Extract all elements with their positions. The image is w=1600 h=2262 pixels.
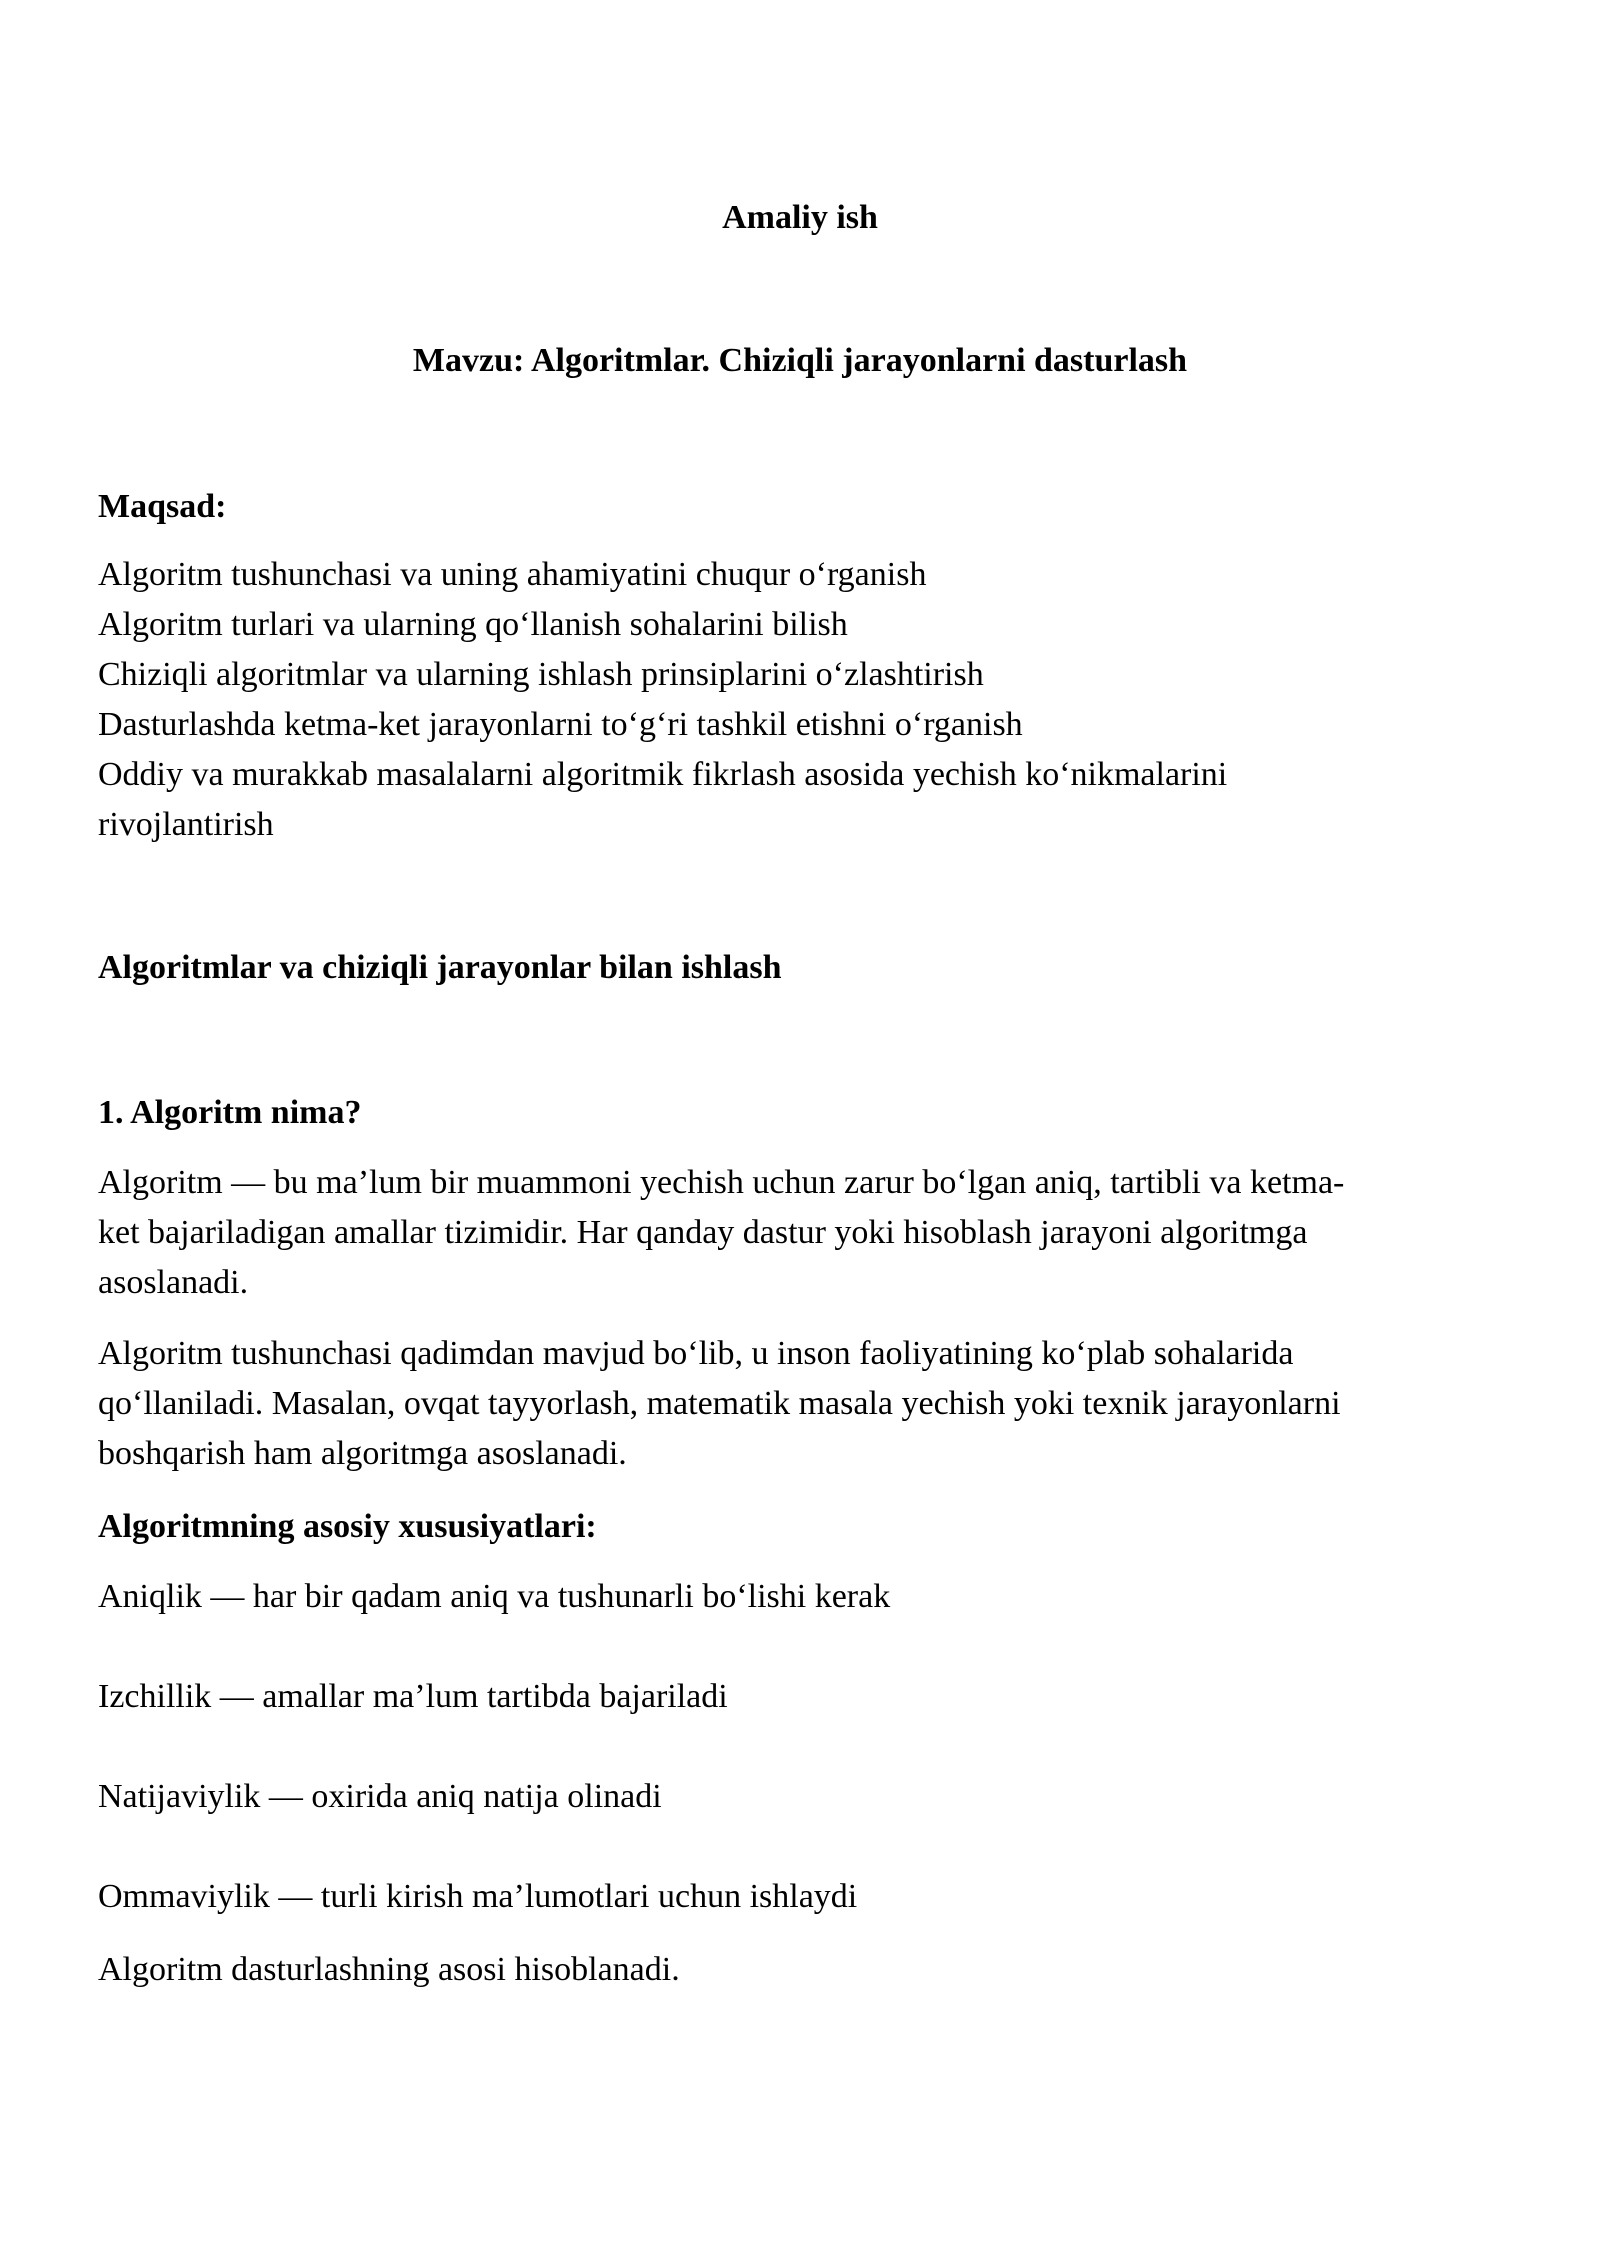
paragraph-definition bbox=[98, 1158, 1344, 1308]
goal-line: Algoritm tushunchasi va uning ahamiyatini chuqur o‘rganish bbox=[98, 556, 927, 593]
section-heading: Algoritmlar va chiziqli jarayonlar bilan ishlash bbox=[98, 949, 782, 986]
paragraph-line: boshqarish ham algoritmga asoslanadi. bbox=[98, 1435, 627, 1472]
paragraph-line: Algoritm tushunchasi qadimdan mavjud bo‘lib, u inson faoliyatining ko‘plab sohalarida bbox=[98, 1335, 1294, 1372]
goal-line: Chiziqli algoritmlar va ularning ishlash prinsiplarini o‘zlashtirish bbox=[98, 656, 984, 693]
goal-line: rivojlantirish bbox=[98, 806, 274, 843]
paragraph-history bbox=[98, 1329, 1341, 1479]
paragraph-line: asoslanadi. bbox=[98, 1264, 249, 1301]
property-item: Izchillik — amallar ma’lum tartibda bajariladi bbox=[98, 1678, 728, 1715]
goal-line: Dasturlashda ketma-ket jarayonlarni to‘g‘ri tashkil etishni o‘rganish bbox=[98, 706, 1023, 743]
paragraph-line: ket bajariladigan amallar tizimidir. Har qanday dastur yoki hisoblash jarayoni algoritmga bbox=[98, 1214, 1308, 1251]
question-heading: 1. Algoritm nima? bbox=[98, 1094, 362, 1131]
goal-heading: Maqsad: bbox=[98, 488, 227, 525]
property-item: Aniqlik — har bir qadam aniq va tushunarli bo‘lishi kerak bbox=[98, 1578, 891, 1615]
closing-sentence: Algoritm dasturlashning asosi hisoblanadi. bbox=[98, 1951, 680, 1988]
topic-heading: Mavzu: Algoritmlar. Chiziqli jarayonlarni dasturlash bbox=[412, 342, 1188, 379]
goal-line: Oddiy va murakkab masalalarni algoritmik fikrlash asosida yechish ko‘nikmalarini bbox=[98, 756, 1228, 793]
paragraph-line: qo‘llaniladi. Masalan, ovqat tayyorlash, matematik masala yechish yoki texnik jarayonlarni bbox=[98, 1385, 1341, 1422]
goal-line: Algoritm turlari va ularning qo‘llanish sohalarini bilish bbox=[98, 606, 848, 643]
paragraph-line: Algoritm — bu ma’lum bir muammoni yechish uchun zarur bo‘lgan aniq, tartibli va ketma- bbox=[98, 1164, 1345, 1201]
document-title: Amaliy ish bbox=[722, 199, 878, 236]
property-item: Natijaviylik — oxirida aniq natija olinadi bbox=[98, 1778, 662, 1815]
properties-heading: Algoritmning asosiy xususiyatlari: bbox=[98, 1508, 597, 1545]
goal-list bbox=[98, 550, 1227, 850]
property-item: Ommaviylik — turli kirish ma’lumotlari uchun ishlaydi bbox=[98, 1878, 858, 1915]
